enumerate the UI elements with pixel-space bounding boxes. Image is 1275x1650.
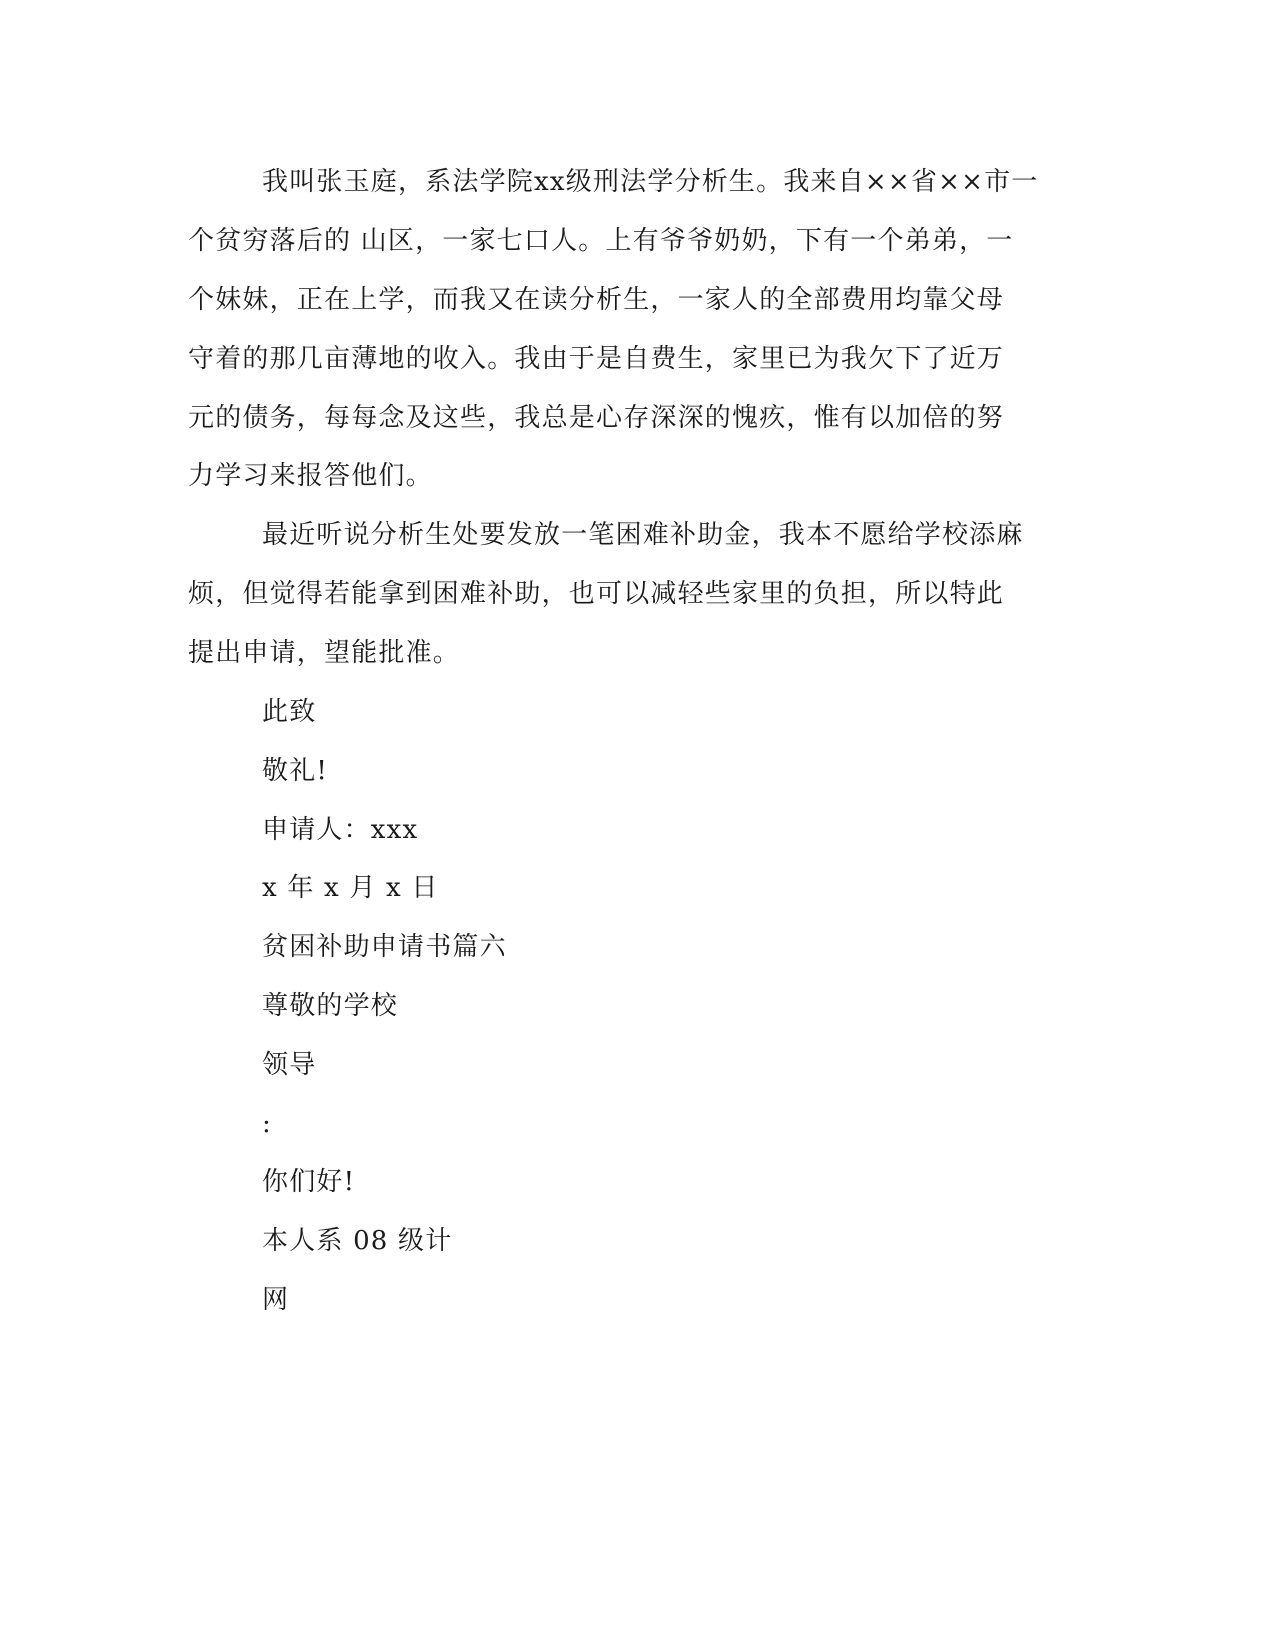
greeting-line: 你们好! [262, 1167, 356, 1197]
last-fragment: 网 [262, 1285, 290, 1315]
paragraph-1-line-6: 力学习来报答他们。 [188, 461, 433, 491]
paragraph-1-line-2: 个贫穷落后的 山区，一家七口人。上有爷爷奶奶，下有一个弟弟，一 [188, 226, 1014, 256]
closing-line-2: 敬礼! [262, 756, 329, 786]
paragraph-2-line-3: 提出申请，望能批准。 [188, 638, 461, 668]
closing-line-1: 此致 [262, 697, 317, 727]
intro-fragment: 本人系 08 级计 [262, 1226, 453, 1256]
paragraph-1-line-4: 守着的那几亩薄地的收入。我由于是自费生，家里已为我欠下了近万 [188, 344, 1005, 374]
date-line: x 年 x 月 x 日 [262, 873, 439, 903]
applicant-line: 申请人：xxx [262, 815, 419, 845]
salutation-line-2: 领导 [262, 1050, 317, 1080]
section-title: 贫困补助申请书篇六 [262, 932, 507, 962]
salutation-colon: : [262, 1109, 272, 1139]
paragraph-2-line-2: 烦，但觉得若能拿到困难补助，也可以减轻些家里的负担，所以特此 [188, 579, 1005, 609]
paragraph-1-line-5: 元的债务，每每念及这些，我总是心存深深的愧疚，惟有以加倍的努 [188, 403, 1005, 433]
paragraph-2-line-1: 最近听说分析生处要发放一笔困难补助金，我本不愿给学校添麻 [262, 520, 1024, 550]
paragraph-1-line-1: 我叫张玉庭，系法学院xx级刑法学分析生。我来自××省××市一 [262, 167, 1039, 197]
paragraph-1-line-3: 个妹妹，正在上学，而我又在读分析生，一家人的全部费用均靠父母 [188, 285, 1005, 315]
salutation-line-1: 尊敬的学校 [262, 991, 399, 1021]
